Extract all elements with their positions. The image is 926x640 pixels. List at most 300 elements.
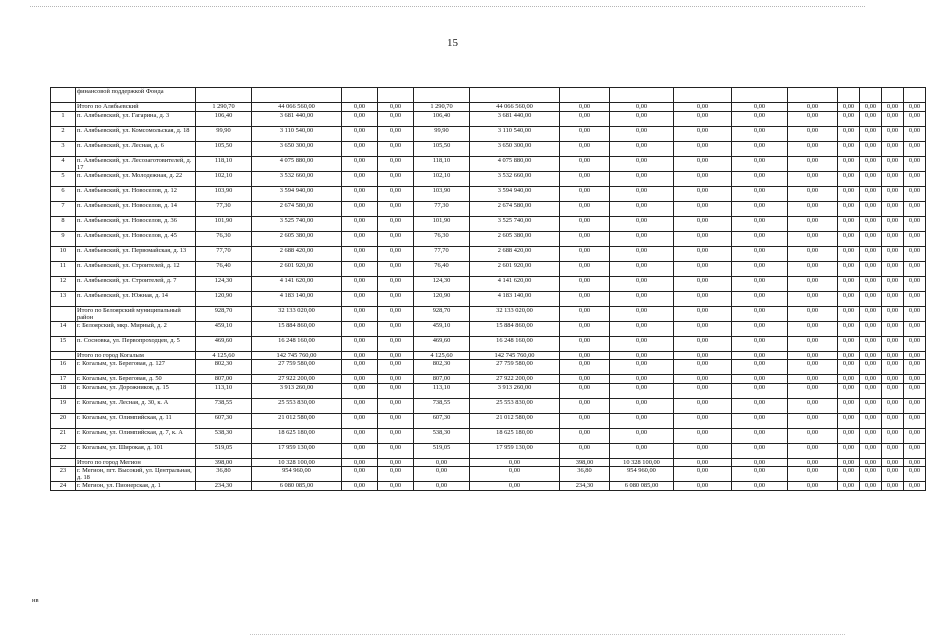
value-cell: 0,00 bbox=[860, 306, 882, 321]
table-row bbox=[51, 186, 926, 201]
value-cell: 0,00 bbox=[342, 336, 378, 351]
row-number-cell: 12 bbox=[51, 276, 76, 291]
value-cell: 101,90 bbox=[196, 216, 252, 231]
value-cell: 0,00 bbox=[674, 413, 732, 428]
value-cell: 0,00 bbox=[904, 398, 926, 413]
value-cell: 0,00 bbox=[674, 428, 732, 443]
row-number-cell: 14 bbox=[51, 321, 76, 336]
value-cell: 0,00 bbox=[788, 246, 838, 261]
value-cell: 0,00 bbox=[560, 413, 610, 428]
address-cell: г. Когалым, ул. Береговая, д. 50 bbox=[76, 375, 196, 384]
value-cell: 0,00 bbox=[904, 171, 926, 186]
value-cell: 0,00 bbox=[610, 351, 674, 360]
address-cell: г. Когалым, ул. Широкая, д. 101 bbox=[76, 443, 196, 458]
value-cell: 3 525 740,00 bbox=[470, 216, 560, 231]
value-cell: 4 183 140,00 bbox=[252, 291, 342, 306]
value-cell: 0,00 bbox=[732, 383, 788, 398]
value-cell: 0,00 bbox=[342, 375, 378, 384]
row-number-cell: 8 bbox=[51, 216, 76, 231]
value-cell: 0,00 bbox=[560, 375, 610, 384]
value-cell bbox=[196, 88, 252, 103]
value-cell: 0,00 bbox=[904, 261, 926, 276]
table-row bbox=[51, 413, 926, 428]
value-cell: 0,00 bbox=[904, 201, 926, 216]
value-cell: 103,90 bbox=[196, 186, 252, 201]
value-cell: 0,00 bbox=[470, 482, 560, 491]
row-number-cell: 23 bbox=[51, 467, 76, 482]
address-cell: г. Когалым, ул. Дорожников, д. 15 bbox=[76, 383, 196, 398]
table-total-row bbox=[51, 351, 926, 360]
value-cell: 0,00 bbox=[788, 336, 838, 351]
value-cell: 0,00 bbox=[882, 467, 904, 482]
value-cell: 0,00 bbox=[838, 375, 860, 384]
value-cell: 0,00 bbox=[788, 443, 838, 458]
value-cell: 607,30 bbox=[196, 413, 252, 428]
scan-border-bottom bbox=[250, 634, 845, 635]
value-cell: 0,00 bbox=[342, 321, 378, 336]
value-cell bbox=[788, 88, 838, 103]
value-cell: 77,30 bbox=[196, 201, 252, 216]
row-number-cell: 24 bbox=[51, 482, 76, 491]
value-cell: 27 759 580,00 bbox=[470, 360, 560, 375]
row-number-cell bbox=[51, 103, 76, 112]
value-cell: 2 688 420,00 bbox=[252, 246, 342, 261]
value-cell: 0,00 bbox=[378, 276, 414, 291]
value-cell: 124,30 bbox=[414, 276, 470, 291]
address-cell: г. Когалым, ул. Олимпийская, д. 7, к. А bbox=[76, 428, 196, 443]
value-cell: 0,00 bbox=[788, 360, 838, 375]
value-cell: 234,30 bbox=[560, 482, 610, 491]
value-cell: 0,00 bbox=[674, 375, 732, 384]
value-cell: 0,00 bbox=[838, 291, 860, 306]
value-cell: 0,00 bbox=[904, 482, 926, 491]
value-cell: 3 110 540,00 bbox=[470, 126, 560, 141]
value-cell: 2 605 380,00 bbox=[470, 231, 560, 246]
table-row bbox=[51, 261, 926, 276]
value-cell: 27 922 200,00 bbox=[252, 375, 342, 384]
value-cell: 0,00 bbox=[732, 458, 788, 467]
value-cell: 0,00 bbox=[610, 321, 674, 336]
value-cell: 77,70 bbox=[196, 246, 252, 261]
value-cell: 0,00 bbox=[882, 291, 904, 306]
table-row bbox=[51, 126, 926, 141]
table-total-row bbox=[51, 458, 926, 467]
row-number-cell: 15 bbox=[51, 336, 76, 351]
value-cell: 0,00 bbox=[788, 428, 838, 443]
value-cell: 3 532 660,00 bbox=[470, 171, 560, 186]
value-cell: 3 913 260,00 bbox=[470, 383, 560, 398]
value-cell: 3 594 940,00 bbox=[470, 186, 560, 201]
value-cell: 0,00 bbox=[860, 413, 882, 428]
value-cell: 0,00 bbox=[342, 103, 378, 112]
table-total-row bbox=[51, 103, 926, 112]
value-cell: 538,30 bbox=[196, 428, 252, 443]
table-row bbox=[51, 336, 926, 351]
value-cell: 0,00 bbox=[882, 171, 904, 186]
value-cell: 124,30 bbox=[196, 276, 252, 291]
value-cell: 0,00 bbox=[610, 246, 674, 261]
value-cell: 0,00 bbox=[788, 216, 838, 231]
value-cell: 0,00 bbox=[838, 141, 860, 156]
value-cell: 0,00 bbox=[860, 467, 882, 482]
value-cell: 25 553 830,00 bbox=[252, 398, 342, 413]
value-cell: 0,00 bbox=[838, 467, 860, 482]
value-cell: 0,00 bbox=[860, 216, 882, 231]
value-cell: 0,00 bbox=[788, 321, 838, 336]
address-cell: финансовой поддержкой Фонда bbox=[76, 88, 196, 103]
value-cell: 0,00 bbox=[882, 186, 904, 201]
value-cell: 0,00 bbox=[904, 246, 926, 261]
value-cell: 0,00 bbox=[860, 291, 882, 306]
row-number-cell: 3 bbox=[51, 141, 76, 156]
value-cell: 0,00 bbox=[838, 458, 860, 467]
value-cell: 807,00 bbox=[414, 375, 470, 384]
scan-border-top bbox=[30, 6, 865, 7]
value-cell: 0,00 bbox=[860, 443, 882, 458]
value-cell: 0,00 bbox=[838, 156, 860, 171]
address-cell: п. Алябьевский, ул. Строителей, д. 7 bbox=[76, 276, 196, 291]
value-cell: 0,00 bbox=[788, 383, 838, 398]
address-cell: п. Алябьевский, ул. Комсомольская, д. 18 bbox=[76, 126, 196, 141]
value-cell: 0,00 bbox=[732, 413, 788, 428]
value-cell: 0,00 bbox=[674, 126, 732, 141]
value-cell: 0,00 bbox=[610, 276, 674, 291]
value-cell: 0,00 bbox=[882, 141, 904, 156]
value-cell: 0,00 bbox=[610, 306, 674, 321]
value-cell: 10 328 100,00 bbox=[610, 458, 674, 467]
value-cell: 44 066 560,00 bbox=[470, 103, 560, 112]
value-cell: 0,00 bbox=[838, 413, 860, 428]
value-cell: 0,00 bbox=[788, 458, 838, 467]
value-cell: 0,00 bbox=[674, 156, 732, 171]
value-cell: 0,00 bbox=[378, 383, 414, 398]
value-cell: 2 674 580,00 bbox=[470, 201, 560, 216]
value-cell: 0,00 bbox=[560, 103, 610, 112]
value-cell: 0,00 bbox=[732, 246, 788, 261]
table-row bbox=[51, 428, 926, 443]
value-cell: 0,00 bbox=[860, 383, 882, 398]
value-cell: 0,00 bbox=[860, 351, 882, 360]
row-number-cell: 21 bbox=[51, 428, 76, 443]
value-cell: 0,00 bbox=[560, 443, 610, 458]
value-cell bbox=[610, 88, 674, 103]
table-row bbox=[51, 246, 926, 261]
value-cell: 4 075 880,00 bbox=[252, 156, 342, 171]
value-cell: 36,80 bbox=[196, 467, 252, 482]
value-cell: 469,60 bbox=[196, 336, 252, 351]
value-cell: 0,00 bbox=[674, 321, 732, 336]
value-cell: 0,00 bbox=[788, 467, 838, 482]
value-cell: 0,00 bbox=[342, 458, 378, 467]
value-cell: 0,00 bbox=[882, 351, 904, 360]
value-cell: 0,00 bbox=[610, 413, 674, 428]
value-cell: 142 745 760,00 bbox=[470, 351, 560, 360]
value-cell bbox=[674, 88, 732, 103]
value-cell: 398,00 bbox=[196, 458, 252, 467]
value-cell: 0,00 bbox=[342, 126, 378, 141]
value-cell: 928,70 bbox=[196, 306, 252, 321]
value-cell: 0,00 bbox=[882, 482, 904, 491]
value-cell: 0,00 bbox=[838, 201, 860, 216]
value-cell: 0,00 bbox=[560, 186, 610, 201]
value-cell: 459,10 bbox=[196, 321, 252, 336]
value-cell: 0,00 bbox=[860, 201, 882, 216]
row-number-cell bbox=[51, 351, 76, 360]
value-cell: 0,00 bbox=[904, 156, 926, 171]
row-number-cell: 16 bbox=[51, 360, 76, 375]
value-cell: 0,00 bbox=[882, 246, 904, 261]
table-row bbox=[51, 141, 926, 156]
row-number-cell: 18 bbox=[51, 383, 76, 398]
value-cell: 0,00 bbox=[838, 428, 860, 443]
value-cell: 76,40 bbox=[414, 261, 470, 276]
address-cell: п. Алябьевский, ул. Молодежная, д. 22 bbox=[76, 171, 196, 186]
value-cell: 0,00 bbox=[674, 306, 732, 321]
value-cell: 0,00 bbox=[674, 103, 732, 112]
value-cell: 0,00 bbox=[732, 171, 788, 186]
value-cell: 0,00 bbox=[674, 261, 732, 276]
value-cell: 0,00 bbox=[788, 111, 838, 126]
value-cell: 142 745 760,00 bbox=[252, 351, 342, 360]
row-number-cell bbox=[51, 306, 76, 321]
value-cell: 0,00 bbox=[788, 375, 838, 384]
row-number-cell: 22 bbox=[51, 443, 76, 458]
value-cell: 18 625 180,00 bbox=[470, 428, 560, 443]
value-cell: 0,00 bbox=[788, 126, 838, 141]
value-cell: 0,00 bbox=[342, 351, 378, 360]
value-cell: 0,00 bbox=[470, 458, 560, 467]
value-cell: 0,00 bbox=[560, 201, 610, 216]
value-cell: 0,00 bbox=[838, 261, 860, 276]
table-row bbox=[51, 467, 926, 482]
value-cell: 0,00 bbox=[732, 111, 788, 126]
value-cell: 0,00 bbox=[610, 171, 674, 186]
value-cell: 32 133 020,00 bbox=[252, 306, 342, 321]
value-cell: 0,00 bbox=[788, 156, 838, 171]
value-cell: 0,00 bbox=[342, 111, 378, 126]
value-cell: 1 290,70 bbox=[414, 103, 470, 112]
value-cell: 0,00 bbox=[378, 428, 414, 443]
value-cell: 17 959 130,00 bbox=[252, 443, 342, 458]
value-cell: 0,00 bbox=[342, 216, 378, 231]
value-cell: 0,00 bbox=[882, 375, 904, 384]
value-cell: 0,00 bbox=[904, 231, 926, 246]
value-cell: 0,00 bbox=[674, 291, 732, 306]
value-cell: 0,00 bbox=[378, 336, 414, 351]
address-cell: п. Алябьевский, ул. Гагарина, д. 3 bbox=[76, 111, 196, 126]
table-total-row bbox=[51, 88, 926, 103]
address-cell: Итого по город Мегион bbox=[76, 458, 196, 467]
value-cell: 0,00 bbox=[674, 383, 732, 398]
address-cell: г. Когалым, ул. Лесная, д. 30, к. А bbox=[76, 398, 196, 413]
value-cell: 0,00 bbox=[838, 383, 860, 398]
value-cell: 0,00 bbox=[378, 171, 414, 186]
table-row bbox=[51, 375, 926, 384]
value-cell: 4 125,60 bbox=[414, 351, 470, 360]
value-cell: 0,00 bbox=[378, 231, 414, 246]
value-cell: 0,00 bbox=[560, 428, 610, 443]
table-row bbox=[51, 171, 926, 186]
footer-note: нв bbox=[32, 597, 39, 604]
value-cell: 0,00 bbox=[610, 111, 674, 126]
value-cell: 0,00 bbox=[378, 103, 414, 112]
row-number-cell: 10 bbox=[51, 246, 76, 261]
value-cell: 76,30 bbox=[414, 231, 470, 246]
value-cell: 27 759 580,00 bbox=[252, 360, 342, 375]
value-cell: 0,00 bbox=[732, 336, 788, 351]
value-cell: 77,30 bbox=[414, 201, 470, 216]
value-cell: 102,10 bbox=[414, 171, 470, 186]
value-cell: 76,40 bbox=[196, 261, 252, 276]
value-cell: 0,00 bbox=[882, 443, 904, 458]
value-cell: 802,30 bbox=[414, 360, 470, 375]
value-cell: 0,00 bbox=[342, 261, 378, 276]
value-cell: 2 674 580,00 bbox=[252, 201, 342, 216]
value-cell: 0,00 bbox=[610, 360, 674, 375]
value-cell bbox=[838, 88, 860, 103]
address-cell: п. Алябьевский, ул. Южная, д. 14 bbox=[76, 291, 196, 306]
value-cell: 0,00 bbox=[860, 126, 882, 141]
value-cell: 4 183 140,00 bbox=[470, 291, 560, 306]
value-cell: 0,00 bbox=[342, 306, 378, 321]
value-cell: 0,00 bbox=[674, 231, 732, 246]
value-cell: 0,00 bbox=[904, 321, 926, 336]
value-cell: 0,00 bbox=[860, 336, 882, 351]
value-cell bbox=[470, 88, 560, 103]
value-cell: 0,00 bbox=[378, 261, 414, 276]
value-cell: 0,00 bbox=[610, 398, 674, 413]
value-cell: 0,00 bbox=[674, 467, 732, 482]
table-row bbox=[51, 443, 926, 458]
value-cell: 0,00 bbox=[838, 111, 860, 126]
value-cell: 0,00 bbox=[860, 156, 882, 171]
row-number-cell: 6 bbox=[51, 186, 76, 201]
value-cell: 0,00 bbox=[904, 291, 926, 306]
value-cell: 0,00 bbox=[732, 261, 788, 276]
value-cell: 0,00 bbox=[732, 276, 788, 291]
value-cell: 0,00 bbox=[378, 141, 414, 156]
row-number-cell bbox=[51, 458, 76, 467]
value-cell: 0,00 bbox=[378, 186, 414, 201]
address-cell: п. Алябьевский, ул. Первомайская, д. 13 bbox=[76, 246, 196, 261]
value-cell: 0,00 bbox=[860, 276, 882, 291]
value-cell: 807,00 bbox=[196, 375, 252, 384]
value-cell: 0,00 bbox=[882, 276, 904, 291]
value-cell: 0,00 bbox=[904, 126, 926, 141]
address-cell: п. Сосновка, ул. Первопроходцев, д. 5 bbox=[76, 336, 196, 351]
value-cell: 17 959 130,00 bbox=[470, 443, 560, 458]
value-cell: 15 884 860,00 bbox=[470, 321, 560, 336]
value-cell: 0,00 bbox=[882, 360, 904, 375]
value-cell: 0,00 bbox=[610, 141, 674, 156]
value-cell: 0,00 bbox=[378, 360, 414, 375]
value-cell: 4 125,60 bbox=[196, 351, 252, 360]
value-cell: 0,00 bbox=[860, 171, 882, 186]
value-cell: 77,70 bbox=[414, 246, 470, 261]
value-cell: 0,00 bbox=[882, 103, 904, 112]
address-cell: г. Когалым, ул. Береговая, д. 127 bbox=[76, 360, 196, 375]
value-cell: 0,00 bbox=[860, 482, 882, 491]
value-cell: 0,00 bbox=[732, 156, 788, 171]
value-cell: 0,00 bbox=[560, 276, 610, 291]
value-cell: 32 133 020,00 bbox=[470, 306, 560, 321]
value-cell: 607,30 bbox=[414, 413, 470, 428]
value-cell: 0,00 bbox=[378, 413, 414, 428]
value-cell: 0,00 bbox=[838, 336, 860, 351]
value-cell: 4 141 620,00 bbox=[470, 276, 560, 291]
table-row bbox=[51, 156, 926, 171]
table-row bbox=[51, 111, 926, 126]
value-cell: 0,00 bbox=[904, 141, 926, 156]
value-cell: 0,00 bbox=[470, 467, 560, 482]
value-cell: 0,00 bbox=[342, 383, 378, 398]
value-cell: 954 960,00 bbox=[610, 467, 674, 482]
value-cell: 0,00 bbox=[732, 141, 788, 156]
value-cell: 21 012 580,00 bbox=[470, 413, 560, 428]
value-cell: 0,00 bbox=[732, 482, 788, 491]
value-cell: 113,10 bbox=[196, 383, 252, 398]
value-cell: 25 553 830,00 bbox=[470, 398, 560, 413]
value-cell: 0,00 bbox=[788, 351, 838, 360]
value-cell: 0,00 bbox=[882, 383, 904, 398]
table-row bbox=[51, 383, 926, 398]
value-cell: 120,90 bbox=[414, 291, 470, 306]
value-cell: 0,00 bbox=[904, 458, 926, 467]
value-cell: 0,00 bbox=[610, 261, 674, 276]
value-cell: 0,00 bbox=[732, 201, 788, 216]
value-cell: 802,30 bbox=[196, 360, 252, 375]
value-cell: 738,55 bbox=[196, 398, 252, 413]
value-cell: 0,00 bbox=[882, 261, 904, 276]
value-cell: 103,90 bbox=[414, 186, 470, 201]
value-cell: 0,00 bbox=[882, 321, 904, 336]
value-cell: 0,00 bbox=[378, 246, 414, 261]
value-cell: 0,00 bbox=[342, 186, 378, 201]
value-cell: 0,00 bbox=[560, 398, 610, 413]
value-cell: 0,00 bbox=[560, 291, 610, 306]
address-cell: п. Алябьевский, ул. Лесозаготовителей, д. 17 bbox=[76, 156, 196, 171]
value-cell: 105,50 bbox=[414, 141, 470, 156]
value-cell: 0,00 bbox=[904, 111, 926, 126]
value-cell: 0,00 bbox=[788, 231, 838, 246]
value-cell: 0,00 bbox=[342, 171, 378, 186]
address-cell: г. Мегион, ул. Пионерская, д. 1 bbox=[76, 482, 196, 491]
value-cell: 0,00 bbox=[732, 351, 788, 360]
value-cell: 0,00 bbox=[788, 103, 838, 112]
value-cell: 0,00 bbox=[860, 111, 882, 126]
value-cell: 0,00 bbox=[904, 467, 926, 482]
value-cell: 0,00 bbox=[610, 103, 674, 112]
value-cell: 0,00 bbox=[860, 375, 882, 384]
row-number-cell: 9 bbox=[51, 231, 76, 246]
value-cell: 0,00 bbox=[674, 246, 732, 261]
value-cell: 0,00 bbox=[838, 126, 860, 141]
value-cell: 0,00 bbox=[342, 246, 378, 261]
value-cell: 0,00 bbox=[882, 111, 904, 126]
value-cell: 0,00 bbox=[904, 375, 926, 384]
address-cell: п. Алябьевский, ул. Лесная, д. 6 bbox=[76, 141, 196, 156]
value-cell: 0,00 bbox=[560, 246, 610, 261]
value-cell: 0,00 bbox=[378, 467, 414, 482]
value-cell: 3 525 740,00 bbox=[252, 216, 342, 231]
value-cell: 0,00 bbox=[674, 360, 732, 375]
address-cell: г. Белоярский, мкр. Мирный, д. 2 bbox=[76, 321, 196, 336]
value-cell: 0,00 bbox=[838, 276, 860, 291]
value-cell: 0,00 bbox=[610, 428, 674, 443]
value-cell: 0,00 bbox=[674, 201, 732, 216]
value-cell: 0,00 bbox=[610, 126, 674, 141]
address-cell: п. Алябьевский, ул. Строителей, д. 12 bbox=[76, 261, 196, 276]
